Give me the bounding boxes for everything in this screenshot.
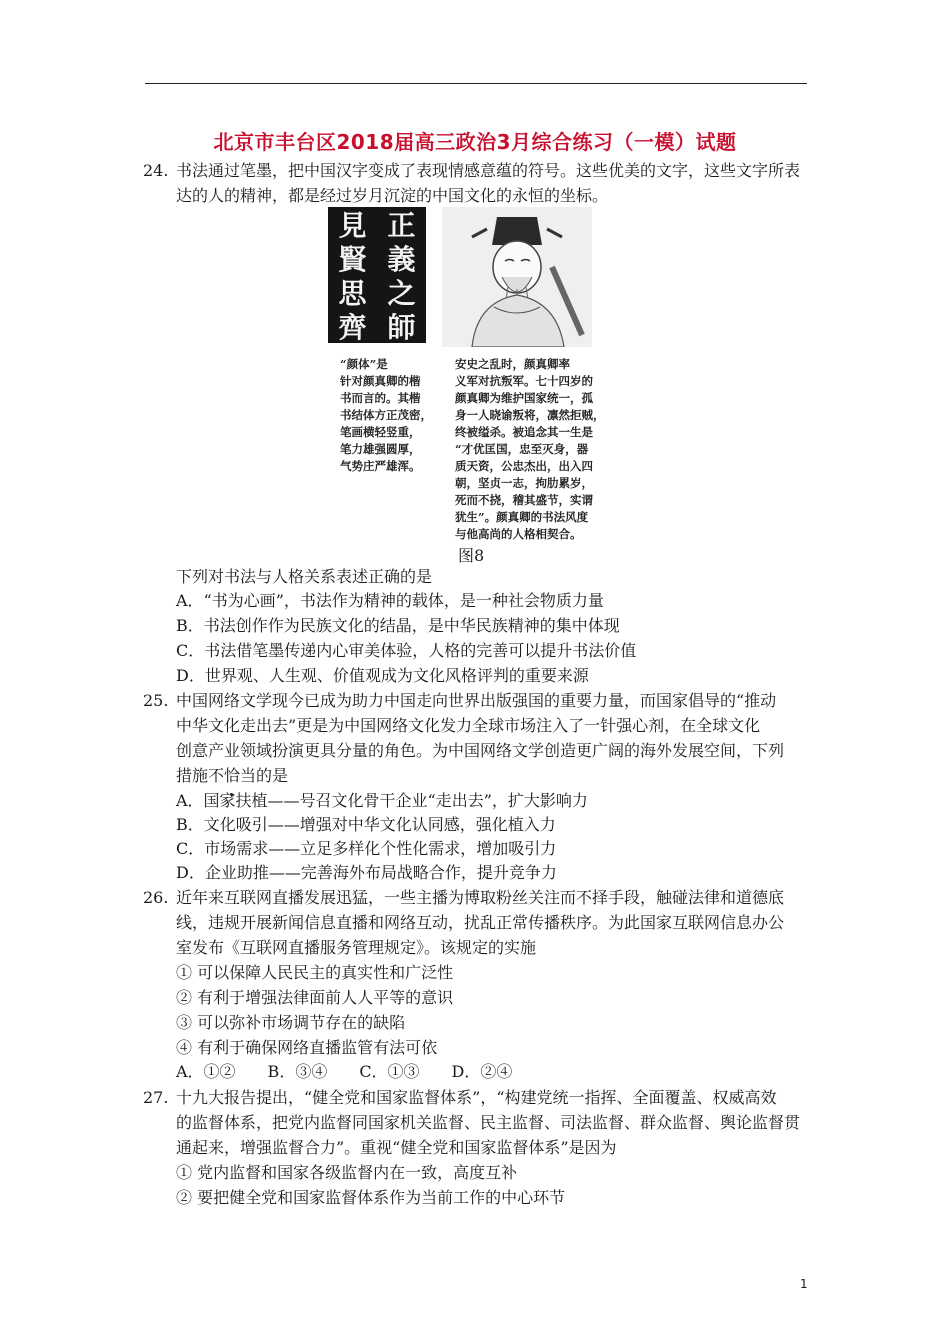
page-title: 北京市丰台区2018届高三政治3月综合练习（一模）试题	[213, 130, 737, 154]
q25-text-line-1: 中国网络文学现今已成为助力中国走向世界出版强国的重要力量，而国家倡导的“推动	[176, 691, 777, 710]
q26-item-2: ② 有利于增强法律面前人人平等的意识	[176, 988, 454, 1007]
calligraphy-char: 見	[338, 209, 367, 242]
page-number: 1	[800, 1277, 808, 1291]
q26-item-1: ① 可以保障人民民主的真实性和广泛性	[176, 963, 454, 982]
calligraphy-char: 師	[387, 311, 416, 344]
q27-text-line-1: 十九大报告提出，“健全党和国家监督体系”，“构建党统一指挥、全面覆盖、权威高效	[176, 1088, 777, 1107]
q26-text-line-3: 室发布《互联网直播服务管理规定》。该规定的实施	[176, 938, 537, 957]
q27-text-line-2: 的监督体系，把党内监督同国家机关监督、民主监督、司法监督、群众监督、舆论监督贯	[176, 1113, 801, 1132]
q24-text-line-1: 书法通过笔墨，把中国汉字变成了表现情感意蕴的符号。这些优美的文字，这些文字所表	[176, 161, 801, 180]
q26-item-4: ④ 有利于确保网络直播监管有法可依	[176, 1038, 438, 1057]
q27-text-line-3: 通起来，增强监督合力”。重视“健全党和国家监督体系”是因为	[176, 1138, 617, 1157]
calligraphy-char: 賢	[338, 243, 367, 276]
q24-stem: 下列对书法与人格关系表述正确的是	[176, 567, 433, 586]
calligraphy-char: 之	[387, 277, 416, 310]
q26-item-3: ③ 可以弥补市场调节存在的缺陷	[176, 1013, 406, 1032]
q24-number: 24.	[143, 161, 169, 180]
q24-option-a: A．“书为心画”，书法作为精神的载体，是一种社会物质力量	[176, 591, 604, 610]
q24-option-d: D．世界观、人生观、价值观成为文化风格评判的重要来源	[176, 666, 589, 685]
q26-text-line-2: 线，违规开展新闻信息直播和网络互动，扰乱正常传播秩序。为此国家互联网信息办公	[176, 913, 785, 932]
q26-number: 26.	[143, 888, 169, 907]
q24-option-c: C．书法借笔墨传递内心审美体验，人格的完善可以提升书法价值	[176, 641, 637, 660]
q24-option-b: B．书法创作作为民族文化的结晶，是中华民族精神的集中体现	[176, 616, 620, 635]
q25-option-a: A．国家扶植——号召文化骨干企业“走出去”，扩大影响力	[176, 791, 588, 810]
q25-option-b: B．文化吸引——增强对中华文化认同感，强化植入力	[176, 815, 556, 834]
q27-number: 27.	[143, 1088, 169, 1107]
q25-number: 25.	[143, 691, 169, 710]
q25-text-line-4: 措施不恰当的是	[176, 766, 289, 785]
q26-choices: A．①② B．③④ C．①③ D．②④	[176, 1062, 513, 1081]
header-rule	[145, 83, 807, 84]
calligraphy-char: 齊	[338, 311, 367, 344]
q24-text-line-2: 达的人的精神，都是经过岁月沉淀的中国文化的永恒的坐标。	[176, 186, 609, 205]
q25-text-line-2: 中华文化走出去”更是为中国网络文化发力全球市场注入了一针强心剂，在全球文化	[176, 716, 761, 735]
q27-item-2: ② 要把健全党和国家监督体系作为当前工作的中心环节	[176, 1188, 566, 1207]
q26-text-line-1: 近年来互联网直播发展迅猛，一些主播为博取粉丝关注而不择手段，触碰法律和道德底	[176, 888, 785, 907]
q25-option-c: C．市场需求——立足多样化个性化需求，增加吸引力	[176, 839, 557, 858]
portrait-image	[442, 207, 592, 347]
q27-item-1: ① 党内监督和国家各级监督内在一致，高度互补	[176, 1163, 518, 1182]
figure-caption-left: “颜体”是 针对颜真卿的楷 书而言的。其楷 书结体方正茂密， 笔画横轻竖重， 笔力雄强圆厚， 气势庄严雄浑。	[340, 357, 432, 473]
calligraphy-char: 思	[338, 277, 367, 310]
calligraphy-char: 正	[387, 209, 416, 242]
calligraphy-image	[328, 207, 426, 343]
figure-label: 图8	[458, 546, 485, 565]
figure-caption-right: 安史之乱时，颜真卿率 义军对抗叛军。七十四岁的 颜真卿为维护国家统一，孤 身一人晓谕叛将，凛然拒贼， 终被缢杀。被追念其一生是 “才优匡国，忠至灭身，器 质天资，公忠杰出，出入四 朝，坚贞一志，拘肋累岁， 死而不挠，稽其盛节，实谓 犹生”。颜真卿的书法风度 与他高尚的人格相契合。	[455, 357, 605, 541]
calligraphy-char: 義	[387, 243, 416, 276]
q25-option-d: D．企业助推——完善海外布局战略合作，提升竞争力	[176, 863, 557, 882]
q25-text-line-3: 创意产业领域扮演更具分量的角色。为中国网络文学创造更广阔的海外发展空间，下列	[176, 741, 785, 760]
